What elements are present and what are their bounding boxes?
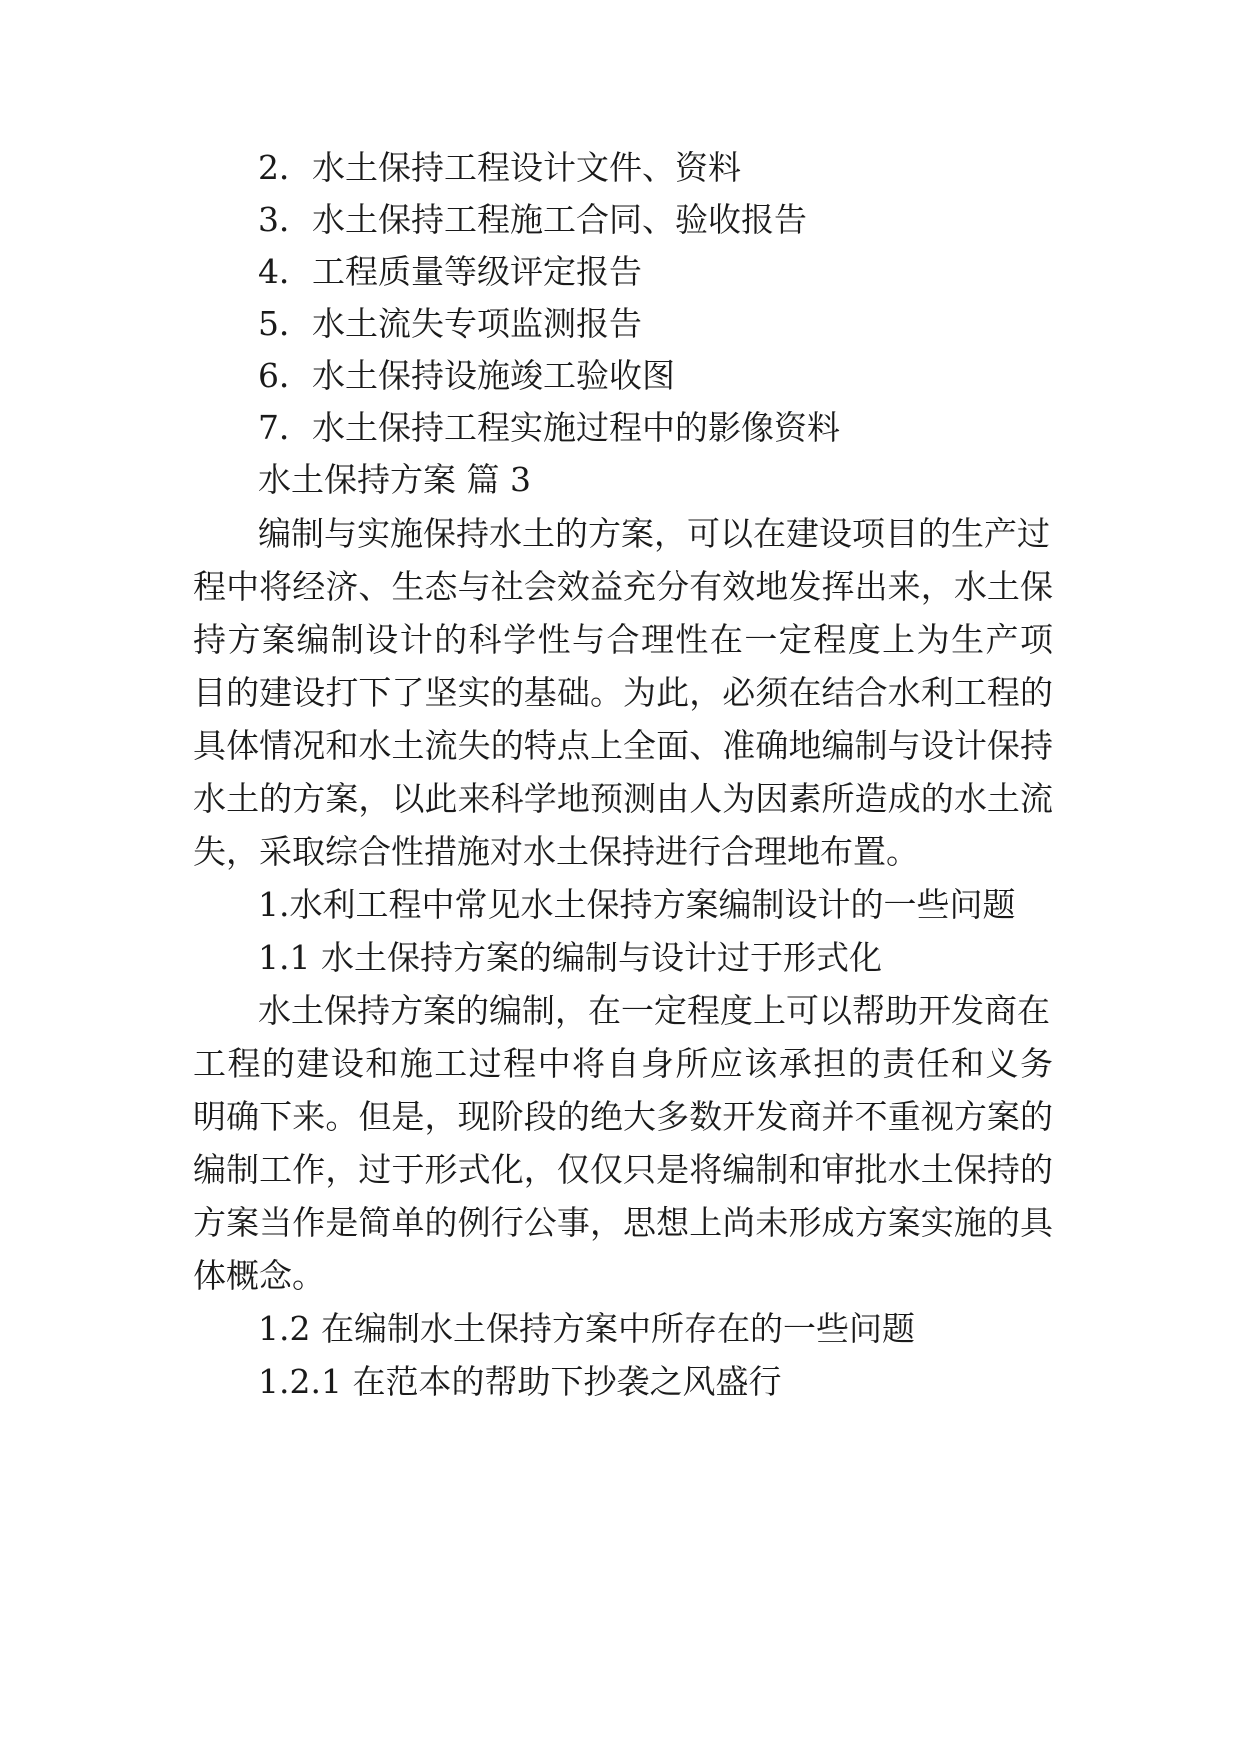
paragraph-line: 水土的方案，以此来科学地预测由人为因素所造成的水土流 [193, 779, 1053, 818]
heading-1-1: 1.1 水土保持方案的编制与设计过于形式化 [258, 938, 882, 977]
paragraph-line: 持方案编制设计的科学性与合理性在一定程度上为生产项 [193, 620, 1053, 659]
paragraph-line: 编制工作，过于形式化，仅仅只是将编制和审批水土保持的 [193, 1150, 1053, 1189]
paragraph-line: 程中将经济、生态与社会效益充分有效地发挥出来，水土保 [193, 567, 1053, 606]
paragraph-line: 体概念。 [193, 1256, 325, 1295]
list-item: 4．工程质量等级评定报告 [258, 252, 642, 291]
list-item: 3．水土保持工程施工合同、验收报告 [258, 200, 807, 239]
paragraph-line: 水土保持方案的编制，在一定程度上可以帮助开发商在 [258, 991, 1050, 1030]
list-item: 5．水土流失专项监测报告 [258, 304, 642, 343]
list-item: 2．水土保持工程设计文件、资料 [258, 148, 741, 187]
paragraph-line: 失，采取综合性措施对水土保持进行合理地布置。 [193, 832, 919, 871]
paragraph-line: 工程的建设和施工过程中将自身所应该承担的责任和义务 [193, 1044, 1053, 1083]
list-item: 6．水土保持设施竣工验收图 [258, 356, 675, 395]
section-heading: 水土保持方案 篇 3 [258, 460, 531, 499]
heading-1: 1.水利工程中常见水土保持方案编制设计的一些问题 [258, 885, 1016, 924]
list-item: 7．水土保持工程实施过程中的影像资料 [258, 408, 840, 447]
heading-1-2-1: 1.2.1 在范本的帮助下抄袭之风盛行 [258, 1362, 782, 1401]
paragraph-line: 具体情况和水土流失的特点上全面、准确地编制与设计保持 [193, 726, 1053, 765]
paragraph-line: 方案当作是简单的例行公事，思想上尚未形成方案实施的具 [193, 1203, 1053, 1242]
paragraph-line: 编制与实施保持水土的方案，可以在建设项目的生产过 [258, 514, 1050, 553]
paragraph-line: 明确下来。但是，现阶段的绝大多数开发商并不重视方案的 [193, 1097, 1053, 1136]
heading-1-2: 1.2 在编制水土保持方案中所存在的一些问题 [258, 1309, 915, 1348]
paragraph-line: 目的建设打下了坚实的基础。为此，必须在结合水利工程的 [193, 673, 1053, 712]
